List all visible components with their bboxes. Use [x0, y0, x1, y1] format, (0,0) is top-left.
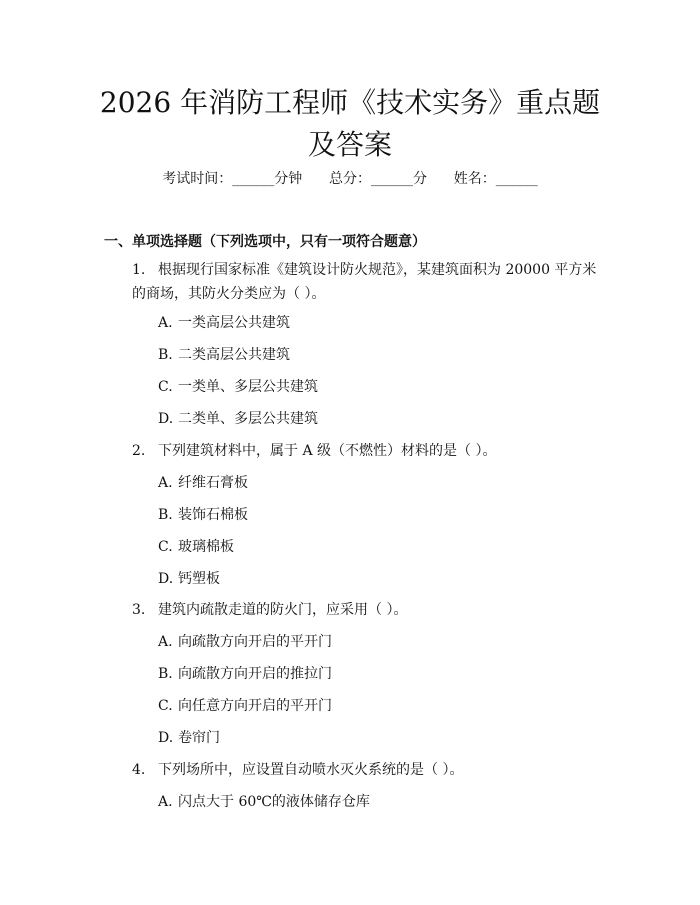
question-2: [132, 439, 496, 463]
option-label: C.: [158, 379, 173, 395]
question-2-text: 下列建筑材料中，属于 A 级（不燃性）材料的是（ ）。: [158, 443, 497, 459]
question-3: [132, 598, 407, 622]
question-4-text: 下列场所中，应设置自动喷水灭火系统的是（ ）。: [158, 762, 464, 778]
option-text: 玻璃棉板: [178, 539, 234, 555]
question-4: [132, 758, 463, 782]
question-2-option-c: [158, 537, 234, 557]
name-blank: ______: [495, 171, 538, 187]
option-label: C.: [158, 698, 173, 714]
question-1-option-d: [158, 409, 318, 429]
option-text: 钙塑板: [178, 571, 220, 587]
option-text: 向疏散方向开启的推拉门: [178, 666, 332, 682]
option-label: B.: [158, 507, 173, 523]
question-3-option-c: [158, 696, 332, 716]
exam-time-blank: ______: [232, 171, 275, 187]
option-text: 二类高层公共建筑: [178, 347, 290, 363]
question-1-option-a: [158, 313, 290, 333]
question-3-option-a: [158, 632, 332, 652]
question-3-number: 3.: [132, 602, 146, 618]
option-text: 纤维石膏板: [178, 475, 248, 491]
name-label: 姓名：: [453, 171, 496, 187]
option-text: 闪点大于 60℃的液体储存仓库: [178, 794, 370, 810]
question-2-option-a: [158, 473, 248, 493]
question-1-option-b: [158, 345, 290, 365]
option-text: 向任意方向开启的平开门: [178, 698, 332, 714]
option-label: B.: [158, 666, 173, 682]
document-title: 2026 年消防工程师《技术实务》重点题及答案: [99, 86, 601, 161]
option-text: 二类单、多层公共建筑: [178, 411, 318, 427]
total-score-label: 总分：: [329, 171, 371, 187]
total-score-blank: ______: [371, 171, 413, 187]
option-label: A.: [158, 794, 173, 810]
option-text: 卷帘门: [178, 730, 220, 746]
exam-time-label: 考试时间：: [162, 171, 233, 187]
question-2-option-b: [158, 505, 248, 525]
exam-info-line: [0, 168, 700, 188]
option-text: 装饰石棉板: [178, 507, 248, 523]
question-3-option-d: [158, 728, 220, 748]
question-1-option-c: [158, 377, 318, 397]
question-1-stem: [132, 258, 602, 306]
question-2-option-d: [158, 569, 220, 589]
question-3-text: 建筑内疏散走道的防火门，应采用（ ）。: [158, 602, 408, 618]
option-label: C.: [158, 539, 173, 555]
question-4-number: 4.: [132, 762, 146, 778]
option-label: A.: [158, 634, 173, 650]
option-label: A.: [158, 315, 173, 331]
section-title: 一、单项选择题（下列选项中，只有一项符合题意）: [104, 234, 426, 250]
option-label: D.: [158, 730, 174, 746]
question-4-option-a: [158, 792, 370, 812]
option-label: A.: [158, 475, 173, 491]
option-label: D.: [158, 571, 174, 587]
question-1: [132, 258, 602, 306]
option-label: B.: [158, 347, 173, 363]
total-score-unit: 分: [413, 171, 427, 187]
question-1-text: 根据现行国家标准《建筑设计防火规范》，某建筑面积为 20000 平方米的商场，其防火分类应为（ ）。: [132, 262, 597, 302]
option-label: D.: [158, 411, 174, 427]
exam-time-unit: 分钟: [274, 171, 303, 187]
option-text: 一类单、多层公共建筑: [178, 379, 318, 395]
question-3-option-b: [158, 664, 332, 684]
option-text: 一类高层公共建筑: [178, 315, 290, 331]
question-2-number: 2.: [132, 443, 146, 459]
question-1-number: 1.: [132, 262, 146, 278]
option-text: 向疏散方向开启的平开门: [178, 634, 332, 650]
